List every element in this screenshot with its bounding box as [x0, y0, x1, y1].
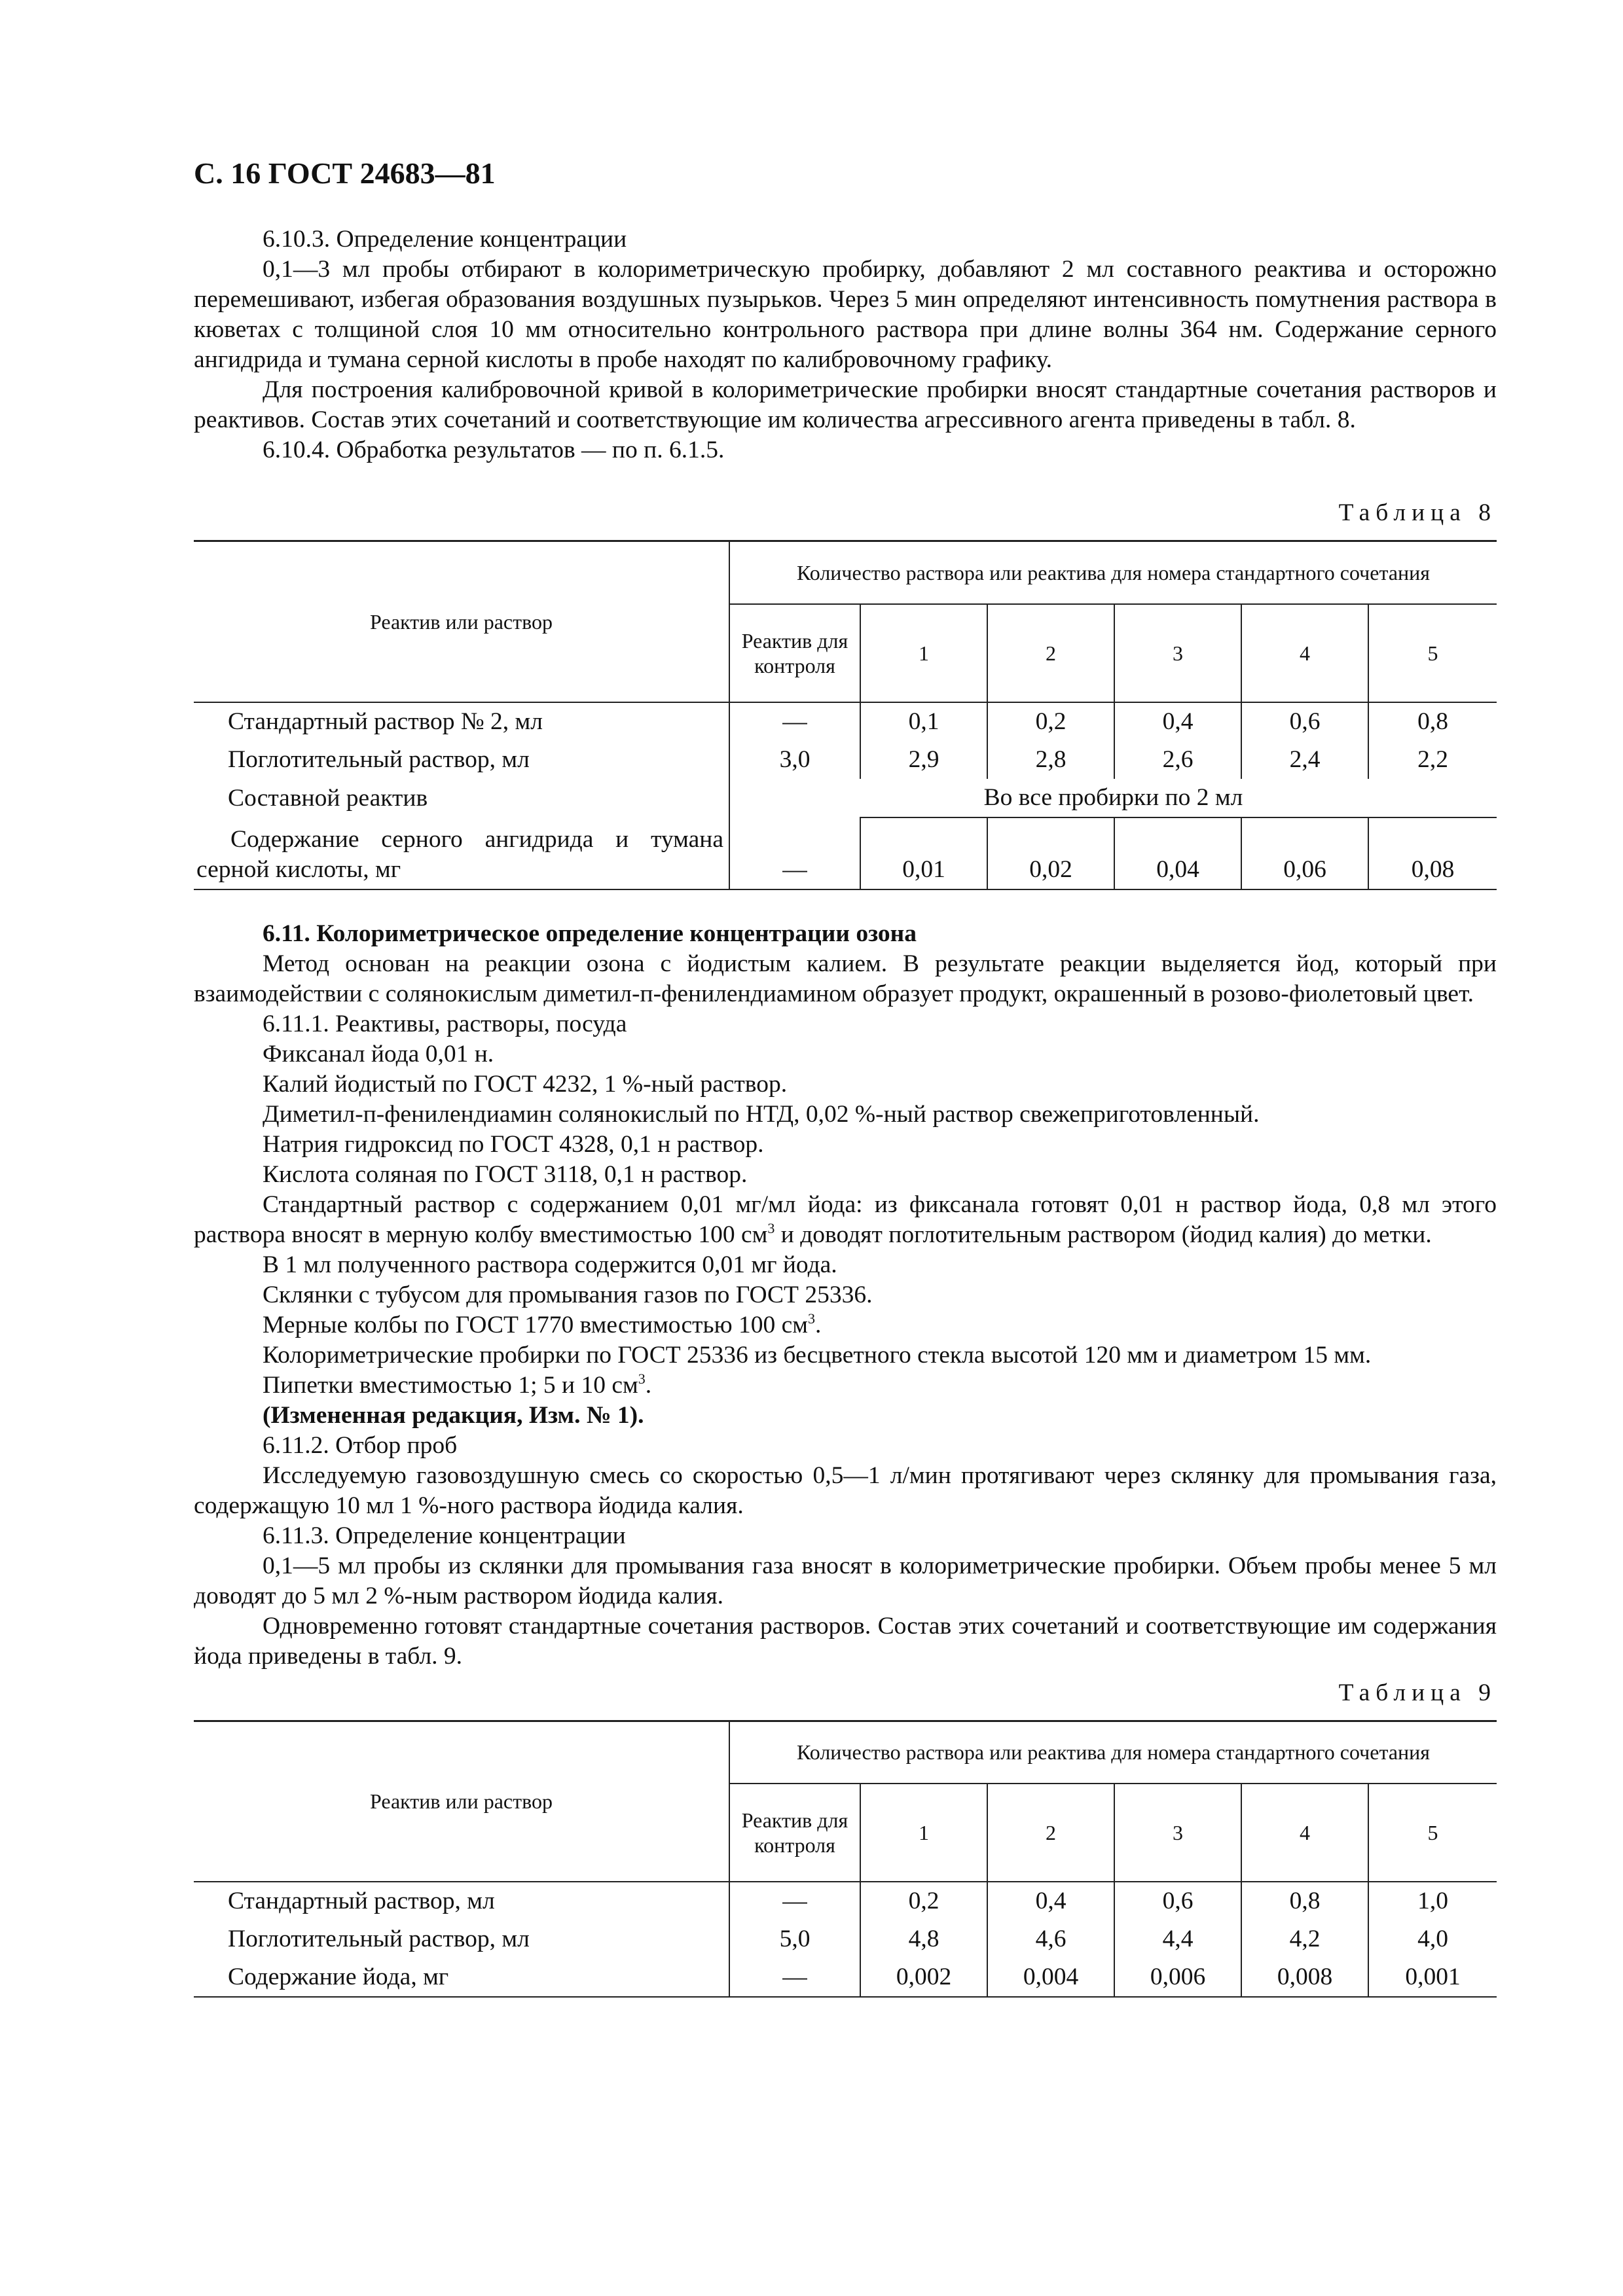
cell: 0,4: [1114, 702, 1241, 741]
table-8-caption: Таблица 8: [1338, 499, 1497, 526]
subsection-title: 6.11.2. Отбор проб: [263, 1431, 458, 1459]
table-header-number: 5: [1368, 1784, 1497, 1882]
merged-cell: Во все пробирки по 2 мл: [729, 779, 1497, 817]
paragraph: Одновременно готовят стандартные сочетания растворов. Состав этих сочетаний и соответствующие им содержания йода приведены в табл. 9.: [194, 1612, 1497, 1670]
table-header-control: Реактив для контроля: [729, 1784, 860, 1882]
subsection-title: 6.11.1. Реактивы, растворы, посуда: [263, 1010, 627, 1037]
section-6-10-3-title: 6.10.3. Определение концентрации: [263, 226, 627, 253]
page-header: С. 16 ГОСТ 24683—81: [194, 156, 496, 190]
cell: 0,6: [1241, 702, 1368, 741]
document-page: [194, 154, 1497, 1998]
table-row: [194, 1958, 1497, 1997]
cell: 2,6: [1114, 741, 1241, 779]
paragraph: [194, 1190, 1497, 1250]
cell: 4,6: [987, 1920, 1114, 1958]
table-header-number: 3: [1114, 604, 1241, 702]
cell: —: [729, 1882, 860, 1920]
text: .: [645, 1371, 652, 1399]
section-6-11-title: 6.11. Колориметрическое определение концентрации озона: [263, 920, 917, 947]
table-row: [194, 779, 1497, 817]
superscript: 3: [638, 1370, 646, 1387]
table-row: [194, 741, 1497, 779]
row-label: Стандартный раствор № 2, мл: [194, 702, 729, 741]
cell: 2,9: [860, 741, 987, 779]
cell: 0,01: [860, 817, 987, 889]
text: .: [815, 1311, 822, 1338]
cell: 0,08: [1368, 817, 1497, 889]
section-6-10-4: 6.10.4. Обработка результатов — по п. 6.1.5.: [263, 437, 725, 463]
table-header-number: 1: [860, 604, 987, 702]
table-header-number: 2: [987, 1784, 1114, 1882]
cell: 0,002: [860, 1958, 987, 1997]
cell: 4,8: [860, 1920, 987, 1958]
row-label: Стандартный раствор, мл: [194, 1882, 729, 1920]
table-header-reagent: Реактив или раствор: [194, 1721, 729, 1882]
cell: 0,02: [987, 817, 1114, 889]
list-item: В 1 мл полученного раствора содержится 0,01 мг йода.: [263, 1251, 837, 1278]
paragraph: 0,1—5 мл пробы из склянки для промывания газа вносят в колориметрические пробирки. Объем пробы менее 5 мл доводят до 5 мл 2 %-ным раствором йодида калия.: [194, 1552, 1497, 1609]
cell: 0,2: [860, 1882, 987, 1920]
table-header-reagent: Реактив или раствор: [194, 541, 729, 702]
cell: 5,0: [729, 1920, 860, 1958]
table-header-number: 5: [1368, 604, 1497, 702]
table-row: [194, 702, 1497, 741]
table-row: [194, 1882, 1497, 1920]
paragraph: Для построения калибровочной кривой в колориметрические пробирки вносят стандартные сочетания растворов и реактивов. Состав этих сочетаний и соответствующие им количества агрессивного агента приведены в табл. 8.: [194, 376, 1497, 433]
cell: 4,2: [1241, 1920, 1368, 1958]
list-item: Калий йодистый по ГОСТ 4232, 1 %-ный раствор.: [263, 1070, 788, 1098]
cell: 2,8: [987, 741, 1114, 779]
table-header-number: 2: [987, 604, 1114, 702]
cell: 0,6: [1114, 1882, 1241, 1920]
text: Стандартный раствор с содержанием 0,01 мг/мл йода: из фиксанала готовят 0,01 н раствор йода, 0,8 мл этого раствора вносят в мерную колбу вместимостью 100 см: [194, 1191, 1497, 1248]
paragraph: Исследуемую газовоздушную смесь со скоростью 0,5—1 л/мин протягивают через склянку для промывания газа, содержащую 10 мл 1 %-ного раствора йодида калия.: [194, 1462, 1497, 1519]
table-header-number: 1: [860, 1784, 987, 1882]
superscript: 3: [767, 1219, 775, 1236]
cell: 0,2: [987, 702, 1114, 741]
cell: 0,001: [1368, 1958, 1497, 1997]
cell: 0,4: [987, 1882, 1114, 1920]
list-item: Кислота соляная по ГОСТ 3118, 0,1 н раствор.: [263, 1160, 748, 1188]
cell: 3,0: [729, 741, 860, 779]
cell: 4,0: [1368, 1920, 1497, 1958]
subsection-title: 6.11.3. Определение концентрации: [263, 1522, 626, 1549]
list-item: Фиксанал йода 0,01 н.: [263, 1040, 494, 1067]
row-label: Составной реактив: [194, 779, 729, 817]
cell: —: [729, 817, 860, 889]
cell: 0,06: [1241, 817, 1368, 889]
cell: —: [729, 702, 860, 741]
row-label: Поглотительный раствор, мл: [194, 1920, 729, 1958]
amendment-note: (Измененная редакция, Изм. № 1).: [263, 1401, 644, 1429]
list-item: Колориметрические пробирки по ГОСТ 25336 из бесцветного стекла высотой 120 мм и диаметром 15 мм.: [263, 1341, 1372, 1369]
cell: 2,2: [1368, 741, 1497, 779]
row-label: Содержание серного ангидрида и тумана серной кислоты, мг: [194, 817, 729, 889]
cell: 0,8: [1241, 1882, 1368, 1920]
text: и доводят поглотительным раствором (йодид калия) до метки.: [775, 1221, 1432, 1248]
table-row: [194, 817, 1497, 889]
text: Пипетки вместимостью 1; 5 и 10 см: [263, 1371, 638, 1399]
paragraph: Метод основан на реакции озона с йодистым калием. В результате реакции выделяется йод, который при взаимодействии с солянокислым диметил-п-фенилендиамином образует продукт, окрашенный в розово-фиолетовый цвет.: [194, 950, 1497, 1007]
table-row: [194, 1920, 1497, 1958]
table-header-control: Реактив для контроля: [729, 604, 860, 702]
row-label: Поглотительный раствор, мл: [194, 741, 729, 779]
list-item: Натрия гидроксид по ГОСТ 4328, 0,1 н раствор.: [263, 1130, 764, 1158]
list-item: Диметил-п-фенилендиамин солянокислый по НТД, 0,02 %-ный раствор свежеприготовленный.: [263, 1100, 1260, 1128]
table-8: [194, 540, 1497, 890]
table-header-number: 4: [1241, 1784, 1368, 1882]
list-item: [194, 1310, 1497, 1340]
superscript: 3: [808, 1310, 816, 1327]
table-9-caption: Таблица 9: [1338, 1679, 1497, 1706]
cell: —: [729, 1958, 860, 1997]
list-item: [194, 1371, 1497, 1401]
text: Мерные колбы по ГОСТ 1770 вместимостью 100 см: [263, 1311, 809, 1338]
cell: 0,008: [1241, 1958, 1368, 1997]
cell: 0,04: [1114, 817, 1241, 889]
cell: 0,006: [1114, 1958, 1241, 1997]
row-label: Содержание йода, мг: [194, 1958, 729, 1997]
table-header-number: 4: [1241, 604, 1368, 702]
cell: 0,004: [987, 1958, 1114, 1997]
cell: 0,8: [1368, 702, 1497, 741]
table-header-group: Количество раствора или реактива для номера стандартного сочетания: [729, 1721, 1497, 1784]
paragraph: 0,1—3 мл пробы отбирают в колориметрическую пробирку, добавляют 2 мл составного реактива и осторожно перемешивают, избегая образования воздушных пузырьков. Через 5 мин определяют интенсивность помутнения раствора в кюветах с толщиной слоя 10 мм относительно контрольного раствора при длине волны 364 нм. Содержание серного ангидрида и тумана серной кислоты в пробе находят по калибровочному графику.: [194, 256, 1497, 373]
list-item: Склянки с тубусом для промывания газов по ГОСТ 25336.: [263, 1281, 873, 1308]
cell: 2,4: [1241, 741, 1368, 779]
table-header-number: 3: [1114, 1784, 1241, 1882]
table-9: [194, 1720, 1497, 1998]
cell: 1,0: [1368, 1882, 1497, 1920]
cell: 4,4: [1114, 1920, 1241, 1958]
cell: 0,1: [860, 702, 987, 741]
table-header-group: Количество раствора или реактива для номера стандартного сочетания: [729, 541, 1497, 604]
